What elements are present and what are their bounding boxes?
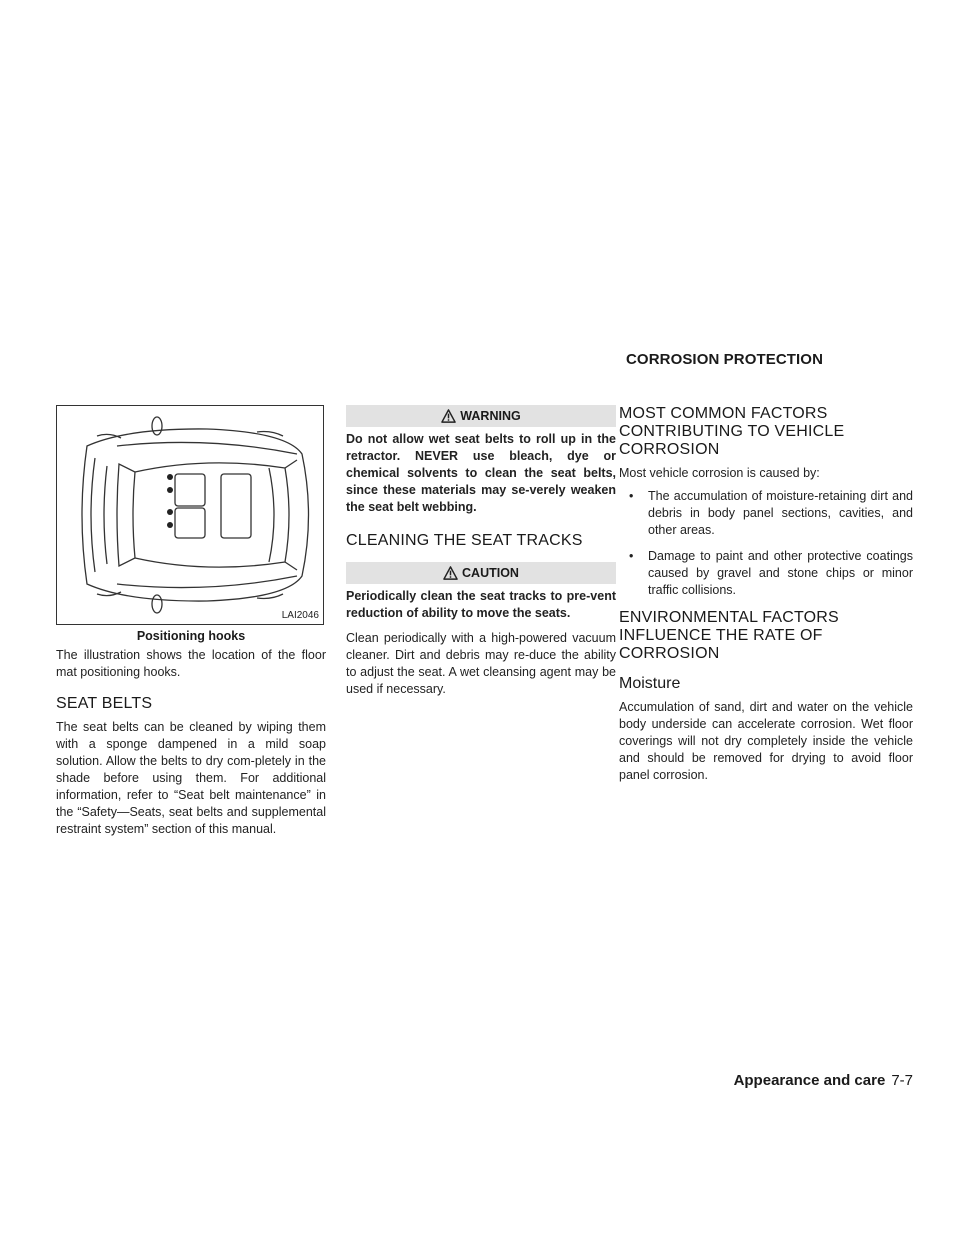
footer-chapter: Appearance and care: [733, 1072, 886, 1089]
factors-list: [619, 488, 913, 599]
factors-heading: MOST COMMON FACTORS CONTRIBUTING TO VEHICLE CORROSION: [619, 405, 845, 458]
caution-icon: [443, 566, 458, 580]
figure-caption: Positioning hooks: [136, 629, 246, 643]
factors-intro: Most vehicle corrosion is caused by:: [619, 466, 820, 480]
warning-text: Do not allow wet seat belts to roll up in the retractor. NEVER use bleach, dye or chemical solvents to clean the seat belts, since these materials may se-verely weaken the seat belt webbing.: [346, 432, 616, 514]
warning-header: [346, 405, 616, 427]
warning-label: WARNING: [460, 409, 521, 423]
seat-belts-paragraph: The seat belts can be cleaned by wiping them with a sponge dampened in a mild soap solution. Allow the belts to dry com-pletely in the shade before using them. For additional information, refer to “Seat belt maintenance” in the “Safety—Seats, seat belts and supplemental restraint system” section of this manual.: [56, 720, 326, 836]
column-left: [56, 405, 326, 838]
seat-tracks-heading: CLEANING THE SEAT TRACKS: [346, 532, 583, 549]
moisture-paragraph: Accumulation of sand, dirt and water on the vehicle body underside can accelerate corrosion. Wet floor coverings will not dry completely inside the vehicle and should be removed for drying to avoid floor panel corrosion.: [619, 700, 913, 782]
car-top-view-illustration: [57, 406, 323, 624]
section-title: CORROSION PROTECTION: [626, 351, 824, 368]
column-right: [619, 405, 913, 784]
page-footer: [734, 1072, 913, 1089]
intro-paragraph: The illustration shows the location of the floor mat positioning hooks.: [56, 648, 326, 679]
seat-belts-heading: SEAT BELTS: [56, 695, 153, 712]
caution-label: CAUTION: [462, 566, 519, 580]
figure-code: LAI2046: [281, 610, 319, 621]
car-figure: [56, 405, 324, 625]
moisture-heading: Moisture: [619, 675, 681, 692]
column-middle: [346, 405, 616, 698]
footer-page-number: 7-7: [891, 1072, 913, 1089]
environmental-heading: ENVIRONMENTAL FACTORS INFLUENCE THE RATE OF CORROSION: [619, 609, 839, 662]
list-item: • The accumulation of moisture-retaining dirt and debris in body panel sections, cavities, and other areas.: [619, 488, 913, 539]
caution-header: [346, 562, 616, 584]
caution-text: Periodically clean the seat tracks to pre-vent reduction of ability to move the seats.: [346, 589, 616, 620]
seat-tracks-paragraph: Clean periodically with a high-powered vacuum cleaner. Dirt and debris may re-duce the ability to adjust the seat. A wet cleansing agent may be used if necessary.: [346, 631, 616, 696]
warning-icon: [441, 409, 456, 423]
list-item: • Damage to paint and other protective coatings caused by gravel and stone chips or minor traffic collisions.: [619, 548, 913, 599]
